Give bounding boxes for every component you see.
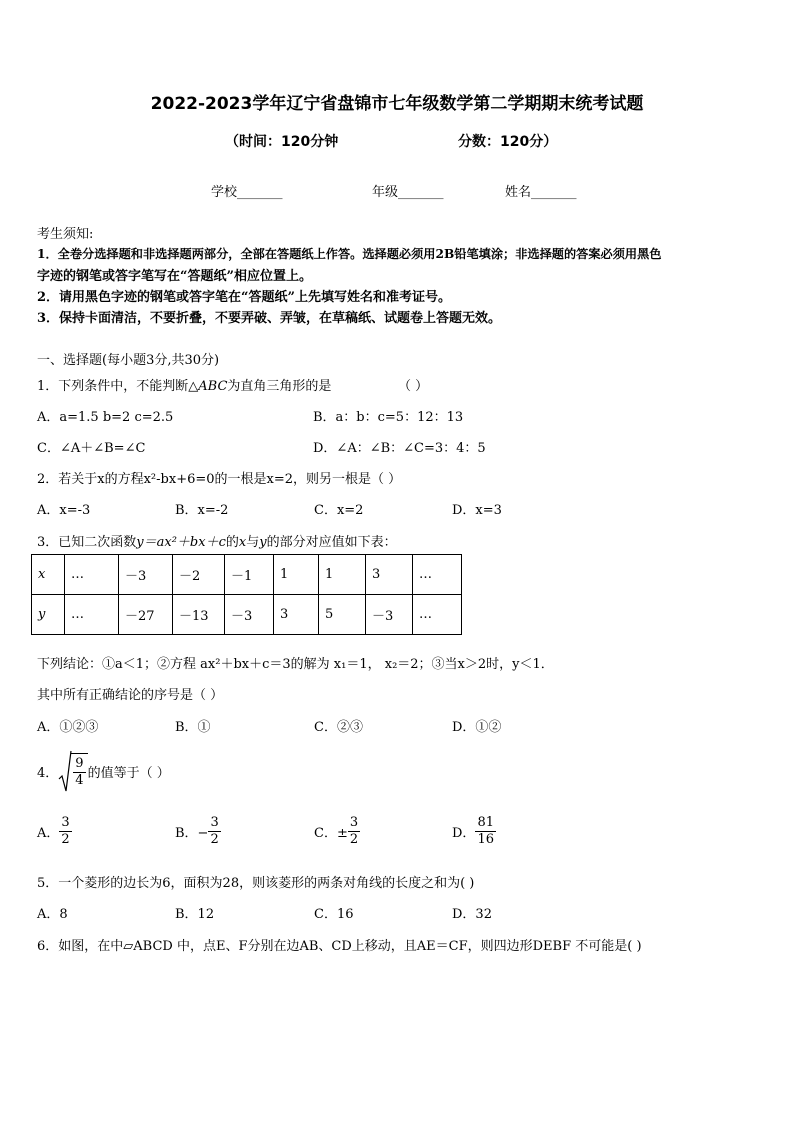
- question-4-stem: [37, 747, 170, 795]
- table-cell: －3: [225, 595, 274, 635]
- table-cell: …: [65, 595, 119, 635]
- radicand-denominator: 4: [75, 773, 84, 788]
- q3-option-d: D．①②: [452, 720, 502, 735]
- fraction-numerator: 81: [477, 815, 494, 830]
- fraction-denominator: 2: [349, 832, 359, 847]
- school-field: 学校_______: [211, 185, 283, 200]
- q4-option-a: [37, 815, 72, 848]
- name-field: 姓名_______: [505, 185, 577, 200]
- q3-ask: 其中所有正确结论的序号是（ ）: [37, 688, 224, 703]
- table-cell: 1: [319, 555, 366, 595]
- value-table: [31, 554, 462, 635]
- table-cell: －3: [366, 595, 413, 635]
- page-title: 2022-2023学年辽宁省盘锦市七年级数学第二学期期末统考试题: [150, 94, 644, 114]
- q3-stem-d: 的部分对应值如下表：: [266, 535, 397, 550]
- table-cell: －13: [173, 595, 225, 635]
- q2-option-d: D．x=3: [452, 503, 502, 518]
- q3-option-a: A．①②③: [37, 720, 99, 735]
- q1-option-c: C．∠A＋∠B=∠C: [37, 441, 146, 456]
- fraction-numerator: 3: [349, 815, 359, 830]
- q4-option-d-fraction: [475, 815, 496, 848]
- fraction-denominator: 16: [477, 832, 494, 847]
- q4-option-b: [175, 815, 221, 848]
- q2-option-c: C．x=2: [314, 503, 364, 518]
- q5-option-c: C．16: [314, 907, 354, 922]
- fraction-denominator: 2: [61, 832, 70, 847]
- q3-stem-x: x: [238, 535, 247, 550]
- q5-option-a: A．8: [37, 907, 68, 922]
- question-2-stem: 2．若关于x的方程x²-bx+6=0的一根是x=2，则另一根是（ ）: [37, 472, 402, 487]
- notice-line-3: 3．保持卡面清洁，不要折叠，不要弄破、弄皱，在草稿纸、试题卷上答题无效。: [37, 311, 502, 326]
- q3-option-b: B．①: [175, 720, 211, 735]
- q1-stem-abc: ABC: [198, 379, 228, 394]
- q4-option-b-label: B．−: [175, 826, 209, 841]
- table-row-x: [32, 555, 462, 595]
- q1-stem-a: 1．下列条件中，不能判断△: [37, 379, 199, 394]
- q3-stem-b: 的: [225, 535, 239, 550]
- q4-option-d-label: D．: [452, 826, 476, 841]
- q4-option-c-fraction: [348, 815, 360, 848]
- section-heading: 一、选择题(每小题3分,共30分): [37, 353, 220, 368]
- q3-conclusions: 下列结论：①a＜1；②方程 ax²＋bx＋c＝3的解为 x₁＝1， x₂＝2；③当x＞2时，y＜1．: [37, 657, 554, 672]
- table-cell: …: [413, 555, 462, 595]
- notice-line-1a: 1．全卷分选择题和非选择题两部分，全部在答题纸上作答。选择题必须用2B铅笔填涂；非选择题的答案必须用黑色: [37, 247, 662, 261]
- sqrt-icon: [58, 749, 87, 793]
- table-cell: －2: [173, 555, 225, 595]
- q1-stem-b: 为直角三角形的是: [227, 379, 332, 394]
- q1-option-a: A．a=1.5 b=2 c=2.5: [37, 410, 174, 425]
- q4-option-c: [314, 815, 360, 848]
- q3-stem-y: y: [259, 535, 267, 550]
- q5-option-d: D．32: [452, 907, 492, 922]
- question-6-stem: 6．如图，在中▱ABCD 中，点E、F分别在边AB、CD上移动，且AE＝CF，则四边形DEBF 不可能是( ): [37, 939, 642, 954]
- q4-option-a-fraction: [59, 815, 71, 848]
- radicand-numerator: 9: [75, 756, 84, 771]
- table-row-y: [32, 595, 462, 635]
- q3-stem-func: y＝ax²＋bx＋c: [136, 535, 226, 550]
- question-1-paren: （ ）: [398, 379, 429, 394]
- q2-option-a: A．x=-3: [37, 503, 91, 518]
- q3-option-c: C．②③: [314, 720, 363, 735]
- q1-option-b: B．a：b：c=5：12：13: [313, 410, 464, 425]
- q4-option-b-fraction: [208, 815, 220, 848]
- question-1-stem: [37, 375, 331, 394]
- table-cell: 3: [274, 595, 319, 635]
- notice-heading: 考生须知:: [37, 227, 94, 242]
- exam-score: 分数：120分）: [458, 134, 558, 150]
- q2-option-b: B．x=-2: [175, 503, 229, 518]
- q3-stem-c: 与: [246, 535, 260, 550]
- notice-line-2: 2．请用黑色字迹的钢笔或答字笔在“答题纸”上先填写姓名和准考证号。: [37, 290, 452, 305]
- radical-sign-icon: [58, 749, 72, 793]
- table-cell: －3: [119, 555, 173, 595]
- fraction-numerator: 3: [61, 815, 70, 830]
- table-cell: －1: [225, 555, 274, 595]
- notice-line-1b: 字迹的钢笔或答字笔写在“答题纸”相应位置上。: [37, 269, 312, 284]
- q4-stem-text: 的值等于（ ）: [87, 765, 170, 781]
- table-cell: …: [413, 595, 462, 635]
- radicand-fraction: [71, 753, 87, 789]
- table-cell: y: [32, 595, 65, 635]
- table-cell: 5: [319, 595, 366, 635]
- question-3-stem: [37, 531, 397, 550]
- q4-option-d: [452, 815, 496, 848]
- table-cell: x: [32, 555, 65, 595]
- fraction-numerator: 3: [210, 815, 219, 830]
- question-5-stem: 5．一个菱形的边长为6，面积为28，则该菱形的两条对角线的长度之和为( ): [37, 876, 475, 891]
- q4-option-c-label: C．±: [314, 826, 348, 841]
- exam-time: （时间：120分钟: [225, 134, 339, 150]
- fraction-denominator: 2: [210, 832, 219, 847]
- q4-option-a-label: A．: [37, 826, 60, 841]
- q4-number: 4．: [37, 765, 59, 781]
- table-cell: －27: [119, 595, 173, 635]
- q1-option-d: D．∠A：∠B：∠C=3：4：5: [313, 441, 486, 456]
- q3-stem-a: 3．已知二次函数: [37, 535, 137, 550]
- grade-field: 年级_______: [372, 185, 444, 200]
- table-cell: …: [65, 555, 119, 595]
- table-cell: 3: [366, 555, 413, 595]
- table-cell: 1: [274, 555, 319, 595]
- q5-option-b: B．12: [175, 907, 215, 922]
